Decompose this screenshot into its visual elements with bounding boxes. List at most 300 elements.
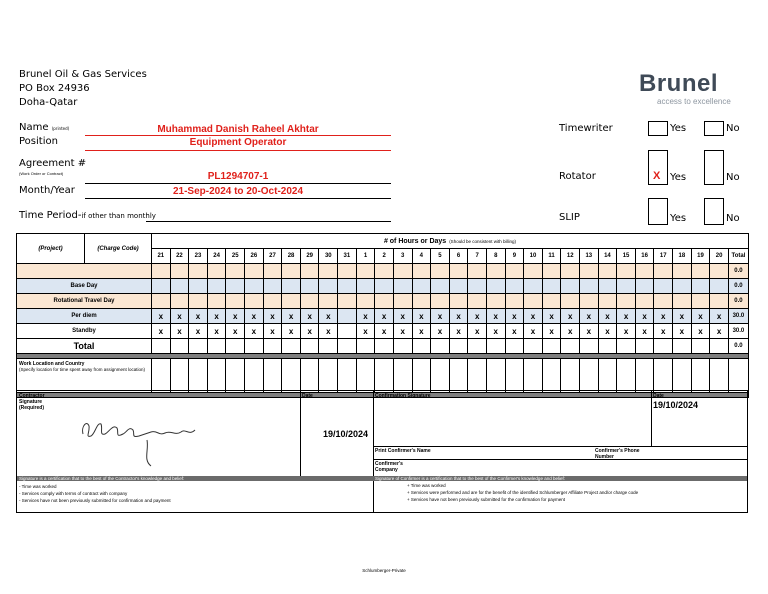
day-cell[interactable]: x [673,324,692,339]
day-cell[interactable] [375,294,394,309]
day-cell[interactable] [282,279,301,294]
contractor-point-2: - Services comply with terms of contract with company [19,491,128,496]
total-day-cell [710,339,729,354]
work-location-day-cell[interactable] [598,359,617,393]
total-day-cell [412,339,431,354]
contractor-signature-label: Contractor Signature (Required) [19,393,45,411]
work-location-day-cell[interactable] [654,359,673,393]
total-day-cell [468,339,487,354]
day-cell[interactable] [617,294,636,309]
row-label: Per diem [17,309,152,324]
day-cell[interactable]: x [412,324,431,339]
day-cell[interactable]: x [226,309,245,324]
day-cell[interactable]: x [152,309,171,324]
day-cell[interactable]: x [207,324,226,339]
grid-row [17,294,749,309]
confirmation-signature-label: Confirmation Signature [375,393,431,399]
month-year-label: Month/Year [19,185,75,196]
confirmer-phone-label: Confirmer's Phone Number [595,448,640,460]
work-location-day-cell[interactable] [673,359,692,393]
day-header: 23 [189,249,208,264]
day-cell[interactable]: x [245,309,264,324]
day-cell[interactable] [580,264,599,279]
day-cell[interactable] [226,264,245,279]
position-label: Position [19,136,58,147]
day-cell[interactable]: x [691,309,710,324]
day-cell[interactable]: x [580,324,599,339]
rotator-label: Rotator [559,171,596,182]
day-cell[interactable]: x [449,324,468,339]
day-cell[interactable]: x [431,309,450,324]
contractor-signature [77,406,207,471]
day-header: 20 [710,249,729,264]
day-cell[interactable] [319,264,338,279]
footer-classification: Schlumberger-Private [362,568,406,573]
work-location-day-cell[interactable] [263,359,282,393]
work-location-day-cell[interactable] [542,359,561,393]
day-cell[interactable] [356,294,375,309]
work-location-day-cell[interactable] [356,359,375,393]
work-location-total [728,359,748,393]
work-location-day-cell[interactable] [412,359,431,393]
work-location-day-cell[interactable] [449,359,468,393]
day-cell[interactable] [449,264,468,279]
day-cell[interactable] [635,264,654,279]
timewriter-no-label: No [726,123,740,134]
day-cell[interactable] [338,324,357,339]
confirmation-date-label: Date [653,393,664,399]
day-cell[interactable] [170,279,189,294]
day-cell[interactable]: x [486,324,505,339]
day-header: 28 [282,249,301,264]
work-location-day-cell[interactable] [152,359,171,393]
day-cell[interactable]: x [319,309,338,324]
work-location-day-cell[interactable] [561,359,580,393]
day-cell[interactable]: x [635,324,654,339]
day-cell[interactable] [654,264,673,279]
day-header: 5 [431,249,450,264]
day-cell[interactable] [393,294,412,309]
day-header: 1 [356,249,375,264]
day-cell[interactable] [673,279,692,294]
day-cell[interactable]: x [393,309,412,324]
slip-label: SLIP [559,212,580,223]
row-total: 30.0 [728,324,748,339]
work-location-day-cell[interactable] [170,359,189,393]
day-header: 27 [263,249,282,264]
day-cell[interactable]: x [263,324,282,339]
total-day-cell [654,339,673,354]
day-cell[interactable] [263,279,282,294]
name-note: (printed) [51,126,70,131]
total-day-cell [431,339,450,354]
day-cell[interactable] [524,279,543,294]
divider-3 [651,391,652,446]
day-cell[interactable]: x [542,309,561,324]
work-location-day-cell[interactable] [300,359,319,393]
total-day-cell [598,339,617,354]
day-cell[interactable]: x [673,309,692,324]
work-location-day-cell[interactable] [580,359,599,393]
month-year-underline [85,198,391,199]
day-cell[interactable] [524,294,543,309]
day-cell[interactable]: x [561,324,580,339]
hours-table [16,233,749,398]
day-cell[interactable] [338,309,357,324]
work-location-day-cell[interactable] [189,359,208,393]
day-cell[interactable]: x [505,324,524,339]
day-cell[interactable]: x [263,309,282,324]
day-cell[interactable] [542,264,561,279]
day-cell[interactable] [245,279,264,294]
day-cell[interactable] [375,279,394,294]
total-day-cell [561,339,580,354]
day-cell[interactable]: x [300,324,319,339]
slip-no-label: No [726,213,740,224]
contractor-date-label: Date [302,393,313,399]
day-cell[interactable] [356,264,375,279]
name-value: Muhammad Danish Raheel Akhtar [157,124,319,135]
contractor-cert-list [19,483,171,504]
day-cell[interactable]: x [282,309,301,324]
day-cell[interactable] [431,279,450,294]
day-cell[interactable] [598,279,617,294]
day-cell[interactable]: x [393,324,412,339]
timewriter-no-checkbox[interactable] [704,121,724,136]
day-header: 15 [617,249,636,264]
day-cell[interactable] [245,264,264,279]
day-cell[interactable]: x [300,309,319,324]
day-cell[interactable] [300,264,319,279]
day-cell[interactable] [393,279,412,294]
day-cell[interactable]: x [226,324,245,339]
day-cell[interactable] [449,294,468,309]
work-location-day-cell[interactable] [375,359,394,393]
day-cell[interactable] [505,294,524,309]
day-cell[interactable] [356,279,375,294]
time-period-label-text: Time Period- [19,210,82,221]
agreement-label: Agreement # [19,158,87,169]
work-location-day-cell[interactable] [505,359,524,393]
confirmer-point-2: + Services were performed and are for the benefit of the identified Schlumberger Affiliate Project and/or charge code [407,490,639,495]
day-cell[interactable]: x [412,309,431,324]
total-day-cell [486,339,505,354]
confirmation-date-value: 19/10/2024 [653,400,699,410]
day-cell[interactable]: x [449,309,468,324]
day-cell[interactable] [393,264,412,279]
day-cell[interactable] [207,264,226,279]
day-cell[interactable] [226,294,245,309]
day-cell[interactable]: x [207,309,226,324]
day-header: 19 [691,249,710,264]
total-day-cell [282,339,301,354]
day-header: 26 [245,249,264,264]
confirmer-cert-text: Signature of Confirmer is a certification that to the best of the Confirmer's knowledge and belief: [375,476,565,481]
day-cell[interactable]: x [691,324,710,339]
day-cell[interactable]: x [710,324,729,339]
day-cell[interactable]: x [654,309,673,324]
row-total: 0.0 [728,294,748,309]
grid-row [17,264,749,279]
total-header: Total [728,249,748,264]
brunel-tagline: access to excellence [657,97,731,106]
day-cell[interactable] [412,294,431,309]
brunel-logo: Brunel [639,70,719,97]
day-cell[interactable]: x [654,324,673,339]
day-cell[interactable]: x [486,309,505,324]
day-cell[interactable] [189,279,208,294]
day-cell[interactable] [412,279,431,294]
day-header: 24 [207,249,226,264]
day-cell[interactable] [580,279,599,294]
grid-row [17,279,749,294]
day-cell[interactable] [486,294,505,309]
row-label: Rotational Travel Day [17,294,152,309]
day-cell[interactable]: x [170,324,189,339]
day-cell[interactable] [431,294,450,309]
time-period-label [19,210,156,221]
day-cell[interactable] [170,294,189,309]
day-cell[interactable] [710,294,729,309]
day-cell[interactable]: x [189,324,208,339]
day-cell[interactable]: x [375,309,394,324]
day-cell[interactable] [282,264,301,279]
day-cell[interactable] [598,294,617,309]
day-cell[interactable] [468,294,487,309]
work-location-day-cell[interactable] [338,359,357,393]
day-cell[interactable] [152,279,171,294]
hours-note: (Should be consistent with billing) [449,238,516,244]
project-header: (Project) [17,234,85,264]
total-day-cell [393,339,412,354]
total-day-cell [338,339,357,354]
total-day-cell [263,339,282,354]
day-header: 8 [486,249,505,264]
day-cell[interactable] [691,264,710,279]
day-cell[interactable] [170,264,189,279]
day-cell[interactable]: x [431,324,450,339]
work-location-day-cell[interactable] [524,359,543,393]
day-cell[interactable]: x [598,309,617,324]
day-cell[interactable]: x [635,309,654,324]
work-location-day-cell[interactable] [691,359,710,393]
total-row-value: 0.0 [728,339,748,354]
day-cell[interactable] [152,264,171,279]
rotator-no-checkbox[interactable] [704,150,724,185]
day-cell[interactable]: x [189,309,208,324]
day-cell[interactable] [617,264,636,279]
day-cell[interactable]: x [356,309,375,324]
day-cell[interactable]: x [170,309,189,324]
day-cell[interactable] [561,294,580,309]
day-cell[interactable]: x [524,324,543,339]
day-cell[interactable] [375,264,394,279]
time-period-note: if other than monthly [81,212,156,220]
day-cell[interactable]: x [245,324,264,339]
day-cell[interactable]: x [505,309,524,324]
day-cell[interactable] [226,279,245,294]
work-location-day-cell[interactable] [431,359,450,393]
day-cell[interactable]: x [710,309,729,324]
timewriter-yes-label: Yes [670,123,687,134]
day-header: 31 [338,249,357,264]
work-location-day-cell[interactable] [319,359,338,393]
day-cell[interactable] [300,294,319,309]
day-cell[interactable] [338,294,357,309]
total-day-cell [542,339,561,354]
rotator-yes-checkbox[interactable] [648,150,668,185]
day-cell[interactable] [207,279,226,294]
slip-yes-label: Yes [670,213,687,224]
work-location-note: (Specify location for time spent away from assignment location) [19,367,146,372]
day-cell[interactable] [505,279,524,294]
confirmer-point-1: + Time was worked [407,483,446,488]
day-cell[interactable] [338,279,357,294]
day-cell[interactable] [245,294,264,309]
total-day-cell [617,339,636,354]
day-cell[interactable] [189,264,208,279]
day-cell[interactable] [710,264,729,279]
confirmer-name-row [373,446,747,447]
total-day-cell [691,339,710,354]
day-cell[interactable] [542,279,561,294]
day-cell[interactable] [598,264,617,279]
day-cell[interactable]: x [617,324,636,339]
work-location-day-cell[interactable] [393,359,412,393]
total-day-cell [673,339,692,354]
work-location-day-cell[interactable] [635,359,654,393]
day-cell[interactable] [691,279,710,294]
total-day-cell [207,339,226,354]
divider-1 [300,391,301,476]
day-header: 25 [226,249,245,264]
day-header: 16 [635,249,654,264]
hours-title-cell [152,234,749,249]
day-cell[interactable] [207,294,226,309]
day-header: 30 [319,249,338,264]
day-cell[interactable]: x [542,324,561,339]
day-cell[interactable]: x [356,324,375,339]
work-location-day-cell[interactable] [207,359,226,393]
day-cell[interactable] [691,294,710,309]
day-cell[interactable]: x [561,309,580,324]
timewriter-yes-checkbox[interactable] [648,121,668,136]
day-cell[interactable] [300,279,319,294]
day-cell[interactable] [673,294,692,309]
work-location-day-cell[interactable] [226,359,245,393]
day-header: 3 [393,249,412,264]
row-label: Base Day [17,279,152,294]
work-location-day-cell[interactable] [617,359,636,393]
day-header: 6 [449,249,468,264]
day-cell[interactable] [338,264,357,279]
day-cell[interactable] [486,279,505,294]
rotator-yes-label: Yes [670,172,687,183]
day-cell[interactable] [617,279,636,294]
day-header: 11 [542,249,561,264]
day-header: 17 [654,249,673,264]
day-cell[interactable]: x [598,324,617,339]
day-cell[interactable] [524,264,543,279]
work-location-day-cell[interactable] [468,359,487,393]
day-cell[interactable] [431,264,450,279]
slip-yes-checkbox[interactable] [648,198,668,225]
work-location-title: Work Location and Country [19,361,85,367]
day-cell[interactable]: x [468,324,487,339]
day-cell[interactable] [468,264,487,279]
day-cell[interactable] [710,279,729,294]
position-value: Equipment Operator [189,137,287,148]
day-cell[interactable] [561,279,580,294]
day-cell[interactable]: x [468,309,487,324]
divider-2 [373,391,374,512]
day-cell[interactable] [580,294,599,309]
day-cell[interactable] [189,294,208,309]
day-cell[interactable] [319,294,338,309]
contractor-point-3: - Services have not been previously submitted for confirmation and payment [19,498,171,503]
day-cell[interactable]: x [152,324,171,339]
day-header: 10 [524,249,543,264]
day-cell[interactable] [263,264,282,279]
day-header: 29 [300,249,319,264]
row-total: 30.0 [728,309,748,324]
work-location-cell [17,359,152,393]
work-location-day-cell[interactable] [710,359,729,393]
total-day-cell [300,339,319,354]
day-cell[interactable] [505,264,524,279]
day-cell[interactable] [486,264,505,279]
day-cell[interactable] [673,264,692,279]
day-cell[interactable] [152,294,171,309]
timewriter-label: Timewriter [559,123,613,134]
day-cell[interactable] [654,294,673,309]
day-cell[interactable] [635,279,654,294]
charge-code-header: (Charge Code) [85,234,152,264]
day-cell[interactable] [282,294,301,309]
work-location-day-cell[interactable] [486,359,505,393]
row-label: Standby [17,324,152,339]
day-cell[interactable] [542,294,561,309]
slip-no-checkbox[interactable] [704,198,724,225]
total-day-cell [319,339,338,354]
day-cell[interactable] [319,279,338,294]
day-cell[interactable]: x [617,309,636,324]
grid-row [17,324,749,339]
row-total: 0.0 [728,264,748,279]
day-cell[interactable]: x [375,324,394,339]
work-location-day-cell[interactable] [282,359,301,393]
day-cell[interactable] [654,279,673,294]
grid-total-row [17,339,749,354]
confirmer-company-label: Confirmer's Company [375,461,403,473]
day-cell[interactable] [468,279,487,294]
day-cell[interactable] [449,279,468,294]
day-cell[interactable] [635,294,654,309]
print-confirmer-label: Print Confirmer's Name [375,448,431,454]
day-cell[interactable] [412,264,431,279]
day-cell[interactable] [561,264,580,279]
contractor-point-1: - Time was worked [19,484,57,489]
work-location-day-cell[interactable] [245,359,264,393]
total-day-cell [356,339,375,354]
confirmer-cert-list [407,482,638,503]
day-header: 4 [412,249,431,264]
day-cell[interactable] [263,294,282,309]
day-cell[interactable]: x [524,309,543,324]
day-cell[interactable]: x [282,324,301,339]
day-cell[interactable]: x [580,309,599,324]
day-cell[interactable]: x [319,324,338,339]
